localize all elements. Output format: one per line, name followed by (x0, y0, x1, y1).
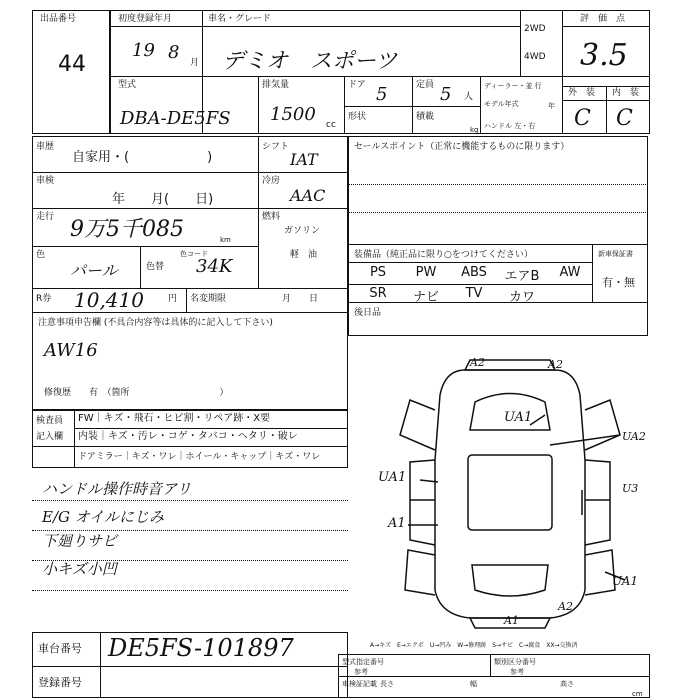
inspector-row-3: ドアミラー｜キズ・ワレ｜ホイール・キャップ｜キズ・ワレ (78, 452, 321, 462)
fuel-diesel: 軽 油 (290, 250, 318, 260)
legend: A→キズ E→エクボ U→凹み W→修理跡 S→サビ C→腐食 XX→交換済 (370, 642, 578, 649)
repair-label: 修復歴 有 （箇所 ） (44, 388, 229, 398)
first-reg-label: 初度登録年月 (118, 14, 173, 24)
name-change-label: 名変期限 (190, 294, 227, 304)
shift-value: IAT (290, 150, 318, 169)
doors-label: ドア (348, 80, 366, 90)
disp-unit: cc (326, 120, 336, 130)
doors-value: 5 (376, 84, 388, 105)
color-code-value: 34K (196, 256, 233, 277)
ac-label: 冷房 (262, 176, 281, 186)
fuel-label: 燃料 (262, 212, 281, 222)
car-diagram (350, 340, 650, 630)
lot-label: 出品番号 (40, 14, 77, 24)
mark-2: A2 (548, 358, 563, 371)
plate-label: 登録番号 (38, 676, 82, 689)
grade-label: 評 価 点 (580, 14, 626, 24)
after-label: 後日品 (354, 308, 382, 318)
inspection-value: 年 月( 日) (112, 192, 214, 207)
chassis-value: DE5FS-101897 (108, 634, 294, 662)
yen-unit: 円 (168, 294, 178, 304)
model-year-label: モデル年式 (484, 100, 519, 108)
equipment-item: SR (369, 286, 387, 301)
equipment-item: ナビ (412, 290, 439, 305)
reg-month: 8 (168, 42, 180, 63)
equipment-item: エアB (504, 269, 540, 284)
cert-label: 型式指定番号 (342, 658, 384, 666)
equipment-item: ABS (461, 265, 487, 280)
cert-label-2: 車検証記載 (342, 680, 377, 688)
usage-value: 自家用・( ) (72, 150, 213, 165)
month-unit: 月 (190, 58, 200, 68)
ext-label: 外 装 (568, 88, 596, 98)
mark-3: UA1 (504, 410, 533, 425)
mark-5: UA1 (378, 470, 407, 485)
cert-ref: 参考 (354, 668, 368, 676)
mileage-value: 9万5千085 (70, 217, 184, 242)
chassis-label: 車台番号 (38, 642, 82, 655)
reg-year: 19 (132, 40, 155, 61)
handle-label: ハンドル 左・右 (484, 122, 536, 130)
mark-7: A1 (388, 516, 406, 531)
inspector-label-1: 検査員 (36, 416, 64, 426)
disp-value: 1500 (270, 104, 316, 125)
shape-label: 形状 (348, 112, 367, 122)
load-label: 積載 (416, 112, 435, 122)
notes-value: AW16 (44, 340, 98, 361)
model-label: 車名・グレード (208, 14, 272, 24)
equipment-item: TV (465, 286, 483, 301)
mileage-label: 走行 (36, 212, 55, 222)
mark-4: UA2 (622, 430, 646, 443)
color-label: 色 (36, 250, 46, 260)
type-value: DBA-DE5FS (120, 108, 231, 129)
ext-value: C (574, 106, 591, 131)
equipment-item: PS (369, 265, 387, 280)
inspector-row-2: 内装｜キズ・汚レ・コゲ・タバコ・ヘタリ・破レ (78, 431, 298, 442)
mark-6: U3 (622, 482, 639, 495)
mark-9: A1 (504, 614, 519, 627)
mark-1: A2 (470, 356, 485, 369)
int-value: C (616, 106, 633, 131)
note-3: 下廻りサビ (42, 532, 118, 550)
cat-label: 類別区分番号 (494, 658, 536, 666)
color-code-label: 色替 (146, 262, 165, 272)
equipment-item: PW (415, 265, 437, 280)
color-value: パール (70, 261, 118, 280)
inspection-label: 車検 (36, 176, 55, 186)
sales-label: セールスポイント（正常に機能するものに限ります） (354, 142, 570, 152)
dealer-label: ディーラー・並 行 (484, 82, 542, 90)
model-value: デミオ スポーツ (222, 49, 398, 74)
usage-label: 車歴 (36, 142, 55, 152)
notes-label: 注意事項申告欄 (不具合内容等は具体的に記入して下さい) (38, 318, 273, 328)
warranty-label: 新車保証書 (598, 250, 633, 258)
lot-value: 44 (58, 52, 86, 77)
cat-ref: 参考 (510, 668, 524, 676)
km-unit: km (220, 236, 231, 244)
equipment-item: AW (559, 265, 581, 280)
drive-2wd: 2WD (524, 24, 546, 34)
cap-unit: 人 (464, 92, 474, 102)
len-label: 長さ (380, 680, 394, 688)
recycle-label: R券 (36, 294, 52, 304)
drive-4wd: 4WD (524, 52, 546, 62)
wid-label: 幅 (470, 680, 477, 688)
note-4: 小キズ小凹 (42, 560, 117, 578)
shift-label: シフト (262, 142, 290, 152)
cap-label: 定員 (416, 80, 435, 90)
note-1: ハンドル操作時音アリ (42, 480, 192, 498)
type-label: 型式 (118, 80, 137, 90)
right-info-box (348, 136, 648, 336)
name-change-value: 月 日 (282, 294, 319, 304)
cm-unit: cm (632, 690, 643, 698)
ac-value: AAC (290, 186, 326, 205)
mark-10: A2 (558, 600, 573, 613)
kg-unit: kg (470, 126, 479, 134)
year-unit: 年 (548, 102, 555, 110)
recycle-value: 10,410 (74, 288, 144, 312)
cap-value: 5 (440, 84, 452, 105)
note-2: E/G オイルにじみ (42, 508, 165, 526)
disp-label: 排気量 (262, 80, 290, 90)
hgt-label: 高さ (560, 680, 574, 688)
int-label: 内 装 (612, 88, 640, 98)
color-code-sub: 色コード (180, 250, 208, 258)
mark-8: UA1 (612, 574, 639, 588)
inspector-label-2: 記入欄 (36, 432, 64, 442)
inspector-row-1: FW｜キズ・飛石・ヒビ割・リペア跡・X要 (78, 413, 271, 424)
fuel-value: ガソリン (284, 226, 321, 236)
grade-value: 3.5 (580, 38, 628, 73)
equip-label: 装備品（純正品に限り○をつけてください） (354, 250, 533, 260)
equipment-item: カワ (508, 290, 535, 305)
warranty-value: 有・無 (602, 276, 635, 289)
